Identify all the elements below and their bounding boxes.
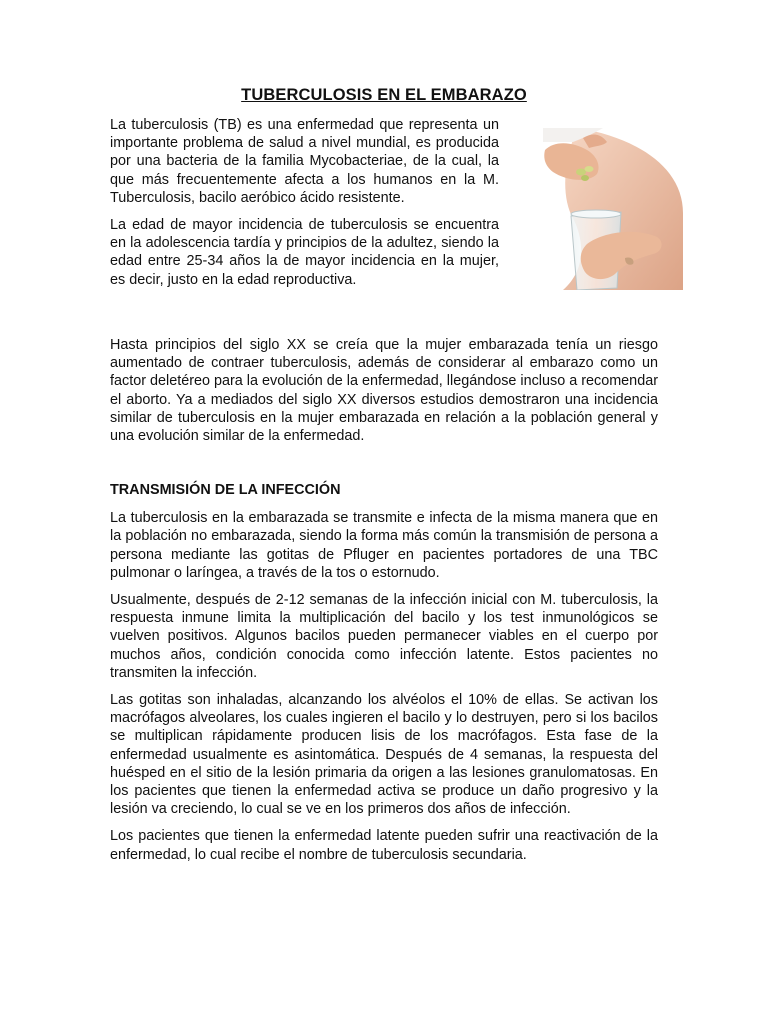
history-paragraph: Hasta principios del siglo XX se creía que la mujer embarazada tenía un riesgo aumentado de contraer tuberculosis, además de considerar al embarazo como un factor deletéreo para la evolución de la enfermedad, llegándose incluso a recomendar el aborto. Ya a mediados del siglo XX diversos estudios demostraron una incidencia similar de tuberculosis en la mujer embarazada en relación a la población general y una evolución similar de la enfermedad. — [110, 337, 658, 445]
section-paragraph: Los pacientes que tienen la enfermedad latente pueden sufrir una reactivación de la enfermedad, lo cual recibe el nombre de tuberculosis secundaria. — [110, 828, 658, 863]
intro-block — [110, 116, 499, 289]
section-heading: TRANSMISIÓN DE LA INFECCIÓN — [110, 482, 341, 499]
section-paragraph: La tuberculosis en la embarazada se transmite e infecta de la misma manera que en la población no embarazada, siendo la forma más común la transmisión de persona a persona mediante las gotitas de Pfluger en pacientes portadores de una TBC pulmonar o laríngea, a través de la tos o estornudo. — [110, 510, 658, 581]
body-text — [110, 336, 658, 864]
intro-paragraph: La tuberculosis (TB) es una enfermedad que representa un importante problema de salud a nivel mundial, es producida por una bacteria de la familia Mycobacteriae, de la cual, la que más frecuentemente afecta a los humanos en la M. Tuberculosis, bacilo aeróbico ácido resistente. — [110, 117, 499, 206]
pregnant-woman-pills-photo — [543, 128, 683, 290]
section-paragraph: Las gotitas son inhaladas, alcanzando los alvéolos el 10% de ellas. Se activan los macrófagos alveolares, los cuales ingieren el bacilo y lo destruyen, pero si los bacilos se multiplican rápidamente producen lisis de los macrófagos. Esta fase de la enfermedad usualmente es asintomática. Después de 4 semanas, la respuesta del huésped en el sitio de la lesión primaria da origen a las lesiones granulomatosas. En los pacientes que tienen la enfermedad activa se produce un daño progresivo y la lesión va creciendo, lo cual se ve en los primeros dos años de infección. — [110, 692, 658, 818]
section-paragraph: Usualmente, después de 2-12 semanas de la infección inicial con M. tuberculosis, la respuesta inmune limita la multiplicación del bacilo y los test inmunológicos se vuelven positivos. Algunos bacilos pueden permanecer viables en el cuerpo por muchos años, condición conocida como infección latente. Estos pacientes no transmiten la infección. — [110, 592, 658, 681]
page-title: TUBERCULOSIS EN EL EMBARAZO — [241, 86, 527, 104]
intro-paragraph: La edad de mayor incidencia de tuberculosis se encuentra en la adolescencia tardía y principios de la adultez, siendo la edad entre 25-34 años la de mayor incidencia en la mujer, es decir, justo en la edad reproductiva. — [110, 217, 499, 288]
